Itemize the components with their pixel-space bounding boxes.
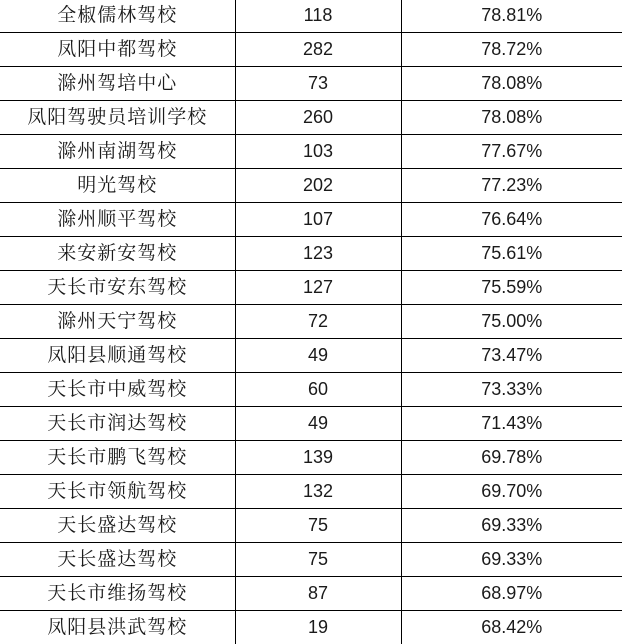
table-row	[0, 169, 622, 203]
count-cell: 282	[235, 33, 401, 67]
pass-rate-cell: 78.08%	[401, 101, 622, 135]
school-name-cell: 滁州顺平驾校	[0, 203, 235, 237]
school-name-cell: 天长市维扬驾校	[0, 577, 235, 611]
pass-rate-cell: 69.70%	[401, 475, 622, 509]
pass-rate-cell: 69.33%	[401, 509, 622, 543]
table-row	[0, 611, 622, 644]
pass-rate-cell: 78.08%	[401, 67, 622, 101]
school-name-cell: 天长市鹏飞驾校	[0, 441, 235, 475]
count-cell: 87	[235, 577, 401, 611]
school-name-cell: 天长市领航驾校	[0, 475, 235, 509]
table-row	[0, 101, 622, 135]
table-row	[0, 441, 622, 475]
table-row	[0, 0, 622, 33]
table-row	[0, 339, 622, 373]
table-row	[0, 543, 622, 577]
table-row	[0, 305, 622, 339]
school-name-cell: 天长市中威驾校	[0, 373, 235, 407]
pass-rate-cell: 78.72%	[401, 33, 622, 67]
count-cell: 139	[235, 441, 401, 475]
table-row	[0, 237, 622, 271]
count-cell: 260	[235, 101, 401, 135]
table-row	[0, 475, 622, 509]
school-name-cell: 滁州驾培中心	[0, 67, 235, 101]
count-cell: 19	[235, 611, 401, 644]
table-row	[0, 373, 622, 407]
pass-rate-cell: 77.23%	[401, 169, 622, 203]
pass-rate-cell: 73.33%	[401, 373, 622, 407]
school-name-cell: 天长盛达驾校	[0, 543, 235, 577]
pass-rate-cell: 77.67%	[401, 135, 622, 169]
school-name-cell: 滁州南湖驾校	[0, 135, 235, 169]
count-cell: 103	[235, 135, 401, 169]
count-cell: 123	[235, 237, 401, 271]
school-name-cell: 天长市润达驾校	[0, 407, 235, 441]
pass-rate-cell: 75.61%	[401, 237, 622, 271]
pass-rate-cell: 68.42%	[401, 611, 622, 644]
table-row	[0, 33, 622, 67]
count-cell: 107	[235, 203, 401, 237]
pass-rate-cell: 75.00%	[401, 305, 622, 339]
pass-rate-cell: 78.81%	[401, 0, 622, 33]
school-name-cell: 明光驾校	[0, 169, 235, 203]
pass-rate-cell: 69.78%	[401, 441, 622, 475]
count-cell: 132	[235, 475, 401, 509]
school-name-cell: 凤阳中都驾校	[0, 33, 235, 67]
school-name-cell: 凤阳驾驶员培训学校	[0, 101, 235, 135]
table-row	[0, 135, 622, 169]
school-name-cell: 凤阳县洪武驾校	[0, 611, 235, 644]
table-row	[0, 577, 622, 611]
count-cell: 73	[235, 67, 401, 101]
pass-rate-cell: 71.43%	[401, 407, 622, 441]
school-name-cell: 来安新安驾校	[0, 237, 235, 271]
count-cell: 127	[235, 271, 401, 305]
pass-rate-cell: 73.47%	[401, 339, 622, 373]
count-cell: 49	[235, 339, 401, 373]
count-cell: 75	[235, 509, 401, 543]
table-row	[0, 203, 622, 237]
pass-rate-cell: 76.64%	[401, 203, 622, 237]
table-row	[0, 271, 622, 305]
count-cell: 49	[235, 407, 401, 441]
table-row	[0, 509, 622, 543]
table-row	[0, 407, 622, 441]
count-cell: 60	[235, 373, 401, 407]
pass-rate-cell: 69.33%	[401, 543, 622, 577]
school-name-cell: 天长盛达驾校	[0, 509, 235, 543]
count-cell: 72	[235, 305, 401, 339]
count-cell: 118	[235, 0, 401, 33]
pass-rate-cell: 75.59%	[401, 271, 622, 305]
school-name-cell: 凤阳县顺通驾校	[0, 339, 235, 373]
pass-rate-cell: 68.97%	[401, 577, 622, 611]
count-cell: 202	[235, 169, 401, 203]
table-row	[0, 67, 622, 101]
school-name-cell: 天长市安东驾校	[0, 271, 235, 305]
school-name-cell: 滁州天宁驾校	[0, 305, 235, 339]
count-cell: 75	[235, 543, 401, 577]
school-name-cell: 全椒儒林驾校	[0, 0, 235, 33]
